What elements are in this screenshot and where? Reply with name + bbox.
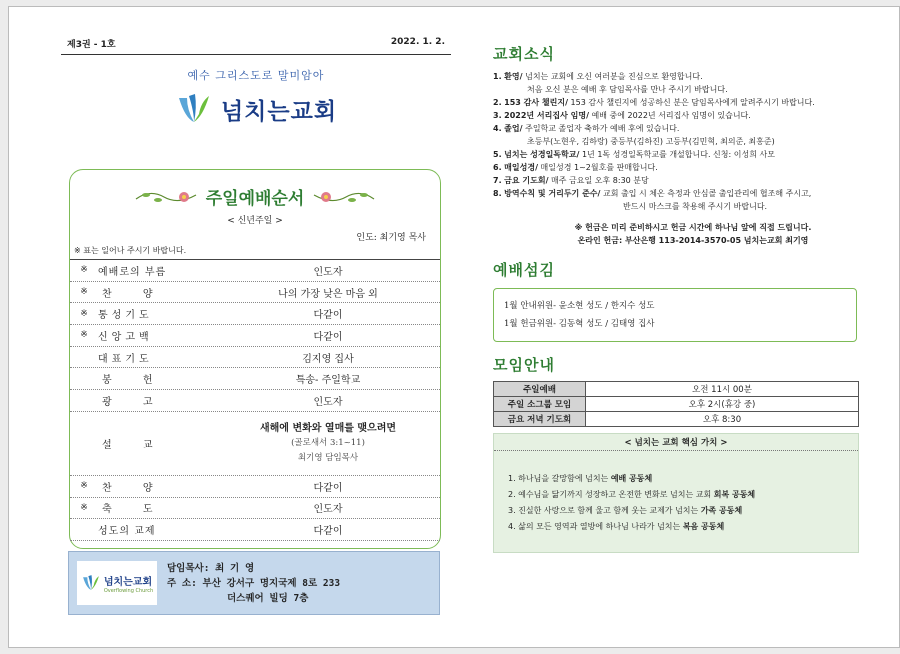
bulletin-page: [8, 6, 900, 648]
table-row: [494, 412, 859, 427]
offering-notice: [493, 221, 893, 247]
order-item: 광 고: [102, 396, 167, 408]
order-content: 인도자: [313, 266, 343, 278]
stand-mark: ※: [80, 502, 88, 513]
order-item: 예배로의 부름: [98, 266, 167, 278]
offering-line-2: 온라인 헌금: 부산은행 113-2014-3570-05 넘치는교회 최기영: [577, 236, 809, 245]
order-row: [70, 303, 440, 325]
core-values-box: [493, 433, 859, 553]
info-logo: [77, 561, 157, 605]
order-item: 성도의 교제: [98, 526, 156, 538]
offering-team-line: 1월 헌금위원- 김동혁 성도 / 김태영 집사: [504, 319, 655, 329]
news-item: 8. 방역수칙 및 거리두기 준수/ 교회 출입 시 체온 측정과 안심콜 출입관리에 협조해 주시고, 반드시 마스크를 착용해 주시기 바랍니다.: [493, 189, 812, 211]
right-column: [493, 43, 893, 553]
church-logo-small-icon: [81, 574, 101, 592]
order-row: [70, 282, 440, 304]
news-item: 3. 2022년 서리집사 임명/ 예배 중에 2022년 서리집사 임명이 있습니다.: [493, 111, 751, 120]
order-row: [70, 390, 440, 412]
floral-vine-right-icon: [312, 187, 376, 207]
order-content: 다같이: [313, 331, 343, 343]
standing-note: ※ 표는 일어나 주시기 바랍니다.: [70, 245, 440, 260]
order-content: 김지영 집사: [302, 353, 354, 365]
table-row: [494, 382, 859, 397]
serve-title: 예배섬김: [493, 261, 555, 279]
worship-order-title: 주일예배순서: [205, 189, 305, 209]
church-logo-icon: [175, 92, 213, 126]
church-logo: [61, 89, 451, 129]
sermon-preacher: 최기영 담임목사: [297, 452, 359, 463]
table-row: [494, 397, 859, 412]
address-line-2: 더스퀘어 빌딩 7층: [227, 592, 309, 604]
floral-vine-left-icon: [134, 187, 198, 207]
sermon-row: [70, 412, 440, 476]
stand-mark: ※: [80, 265, 88, 276]
stand-mark: ※: [80, 330, 88, 341]
order-row: [70, 519, 440, 541]
order-content: 인도자: [313, 396, 343, 408]
order-row: [70, 498, 440, 520]
church-name: 넘치는교회: [220, 98, 338, 125]
offering-line-1: ※ 헌금은 미리 준비하시고 헌금 시간에 하나님 앞에 직접 드립니다.: [574, 223, 812, 232]
meeting-time: 오후 2시(휴강 중): [586, 397, 859, 412]
stand-mark: ※: [80, 308, 88, 319]
sermon-scripture: (골로새서 3:1~11): [291, 437, 365, 448]
order-content: 다같이: [313, 482, 343, 494]
core-value-item: 4. 삶의 모든 영역과 열방에 하나님 나라가 넘치는 복음 공동체: [508, 522, 725, 531]
core-values-list: [494, 471, 858, 535]
core-value-item: 1. 하나님을 갈망함에 넘치는 예배 공동체: [508, 474, 653, 483]
usher-line: 1월 안내위원- 윤소현 성도 / 한지수 성도: [504, 301, 655, 311]
news-item: 6. 매일성경/ 매일성경 1~2월호를 판매합니다.: [493, 163, 658, 172]
order-item: 신앙고백: [98, 331, 153, 343]
order-content: 다같이: [313, 526, 343, 538]
church-motto: 예수 그리스도로 말미암아: [187, 69, 325, 82]
meetings-table: [493, 381, 859, 427]
meeting-name: 금요 저녁 기도회: [494, 412, 586, 427]
worship-leader: 인도: 최기영 목사: [356, 233, 426, 243]
serve-box: [493, 288, 857, 342]
order-content: 인도자: [313, 504, 343, 516]
order-content: 나의 가장 낮은 마음 외: [278, 288, 378, 300]
order-row: [70, 325, 440, 347]
sermon-details: [216, 421, 440, 466]
volume-number: 제3권 - 1호: [67, 40, 116, 50]
order-content: 특송- 주일학교: [295, 375, 361, 387]
bulletin-header: [61, 37, 451, 55]
order-item: 찬 양: [102, 288, 167, 300]
meeting-name: 주일 소그룹 모임: [494, 397, 586, 412]
order-row: [70, 347, 440, 369]
order-item: 찬 양: [102, 482, 167, 494]
order-row: [70, 476, 440, 498]
order-row: [70, 368, 440, 390]
core-value-item: 3. 진실한 사랑으로 함께 울고 함께 웃는 교제가 넘치는 가족 공동체: [508, 506, 743, 515]
meeting-name: 주일예배: [494, 382, 586, 397]
news-list: [493, 70, 893, 213]
info-logo-text: 넘치는교회: [103, 576, 153, 588]
order-item: 축 도: [102, 504, 167, 516]
news-item: 2. 153 감사 챌린지/ 153 감사 챌린지에 성공하신 분은 담임목사에게 알려주시기 바랍니다.: [493, 98, 815, 107]
worship-subtitle: < 신년주일 >: [227, 216, 283, 226]
news-item: 1. 환영/ 넘치는 교회에 오신 여러분을 진심으로 환영합니다. 처음 오신 분은 예배 후 담임목사를 만나 주시기 바랍니다.: [493, 72, 728, 94]
core-values-title: < 넘치는 교회 핵심 가치 >: [494, 434, 858, 451]
order-item: 대표기도: [98, 353, 153, 365]
order-row: [70, 260, 440, 282]
order-item: 설 교: [102, 439, 167, 451]
order-item: 통성기도: [98, 310, 153, 322]
news-item: 7. 금요 기도회/ 매주 금요일 오후 8:30 분당: [493, 176, 649, 185]
news-item: 5. 넘치는 성경일독학교/ 1년 1독 성경일독학교를 개설합니다. 신청: 이성희 사모: [493, 150, 775, 159]
address-line-1: 주 소: 부산 강서구 명지국제 8로 233: [167, 577, 341, 589]
news-item: 4. 졸업/ 주일학교 졸업자 축하가 예배 후에 있습니다. 초등부(노현우, 김하랑) 중등부(김하진) 고등부(김민혁, 최의준, 최홍준): [493, 124, 775, 146]
sermon-title: 새해에 변화와 열매를 맺으려면: [259, 422, 397, 434]
meeting-time: 오전 11시 00분: [586, 382, 859, 397]
pastor-name: 담임목사: 최 기 영: [167, 562, 255, 574]
church-info-box: [68, 551, 440, 615]
stand-mark: ※: [80, 287, 88, 298]
meetings-title: 모임안내: [493, 356, 555, 374]
worship-order-box: [69, 169, 441, 549]
order-item: 봉 헌: [102, 375, 167, 387]
left-column: [61, 37, 451, 604]
bulletin-date: 2022. 1. 2.: [390, 37, 445, 47]
info-logo-subtext: Overflowing Church: [103, 587, 154, 594]
news-title: 교회소식: [493, 45, 555, 63]
core-value-item: 2. 예수님을 닮기까지 성장하고 온전한 변화로 넘치는 교회 회복 공동체: [508, 490, 756, 499]
meeting-time: 오후 8:30: [586, 412, 859, 427]
order-content: 다같이: [313, 310, 343, 322]
stand-mark: ※: [80, 481, 88, 492]
